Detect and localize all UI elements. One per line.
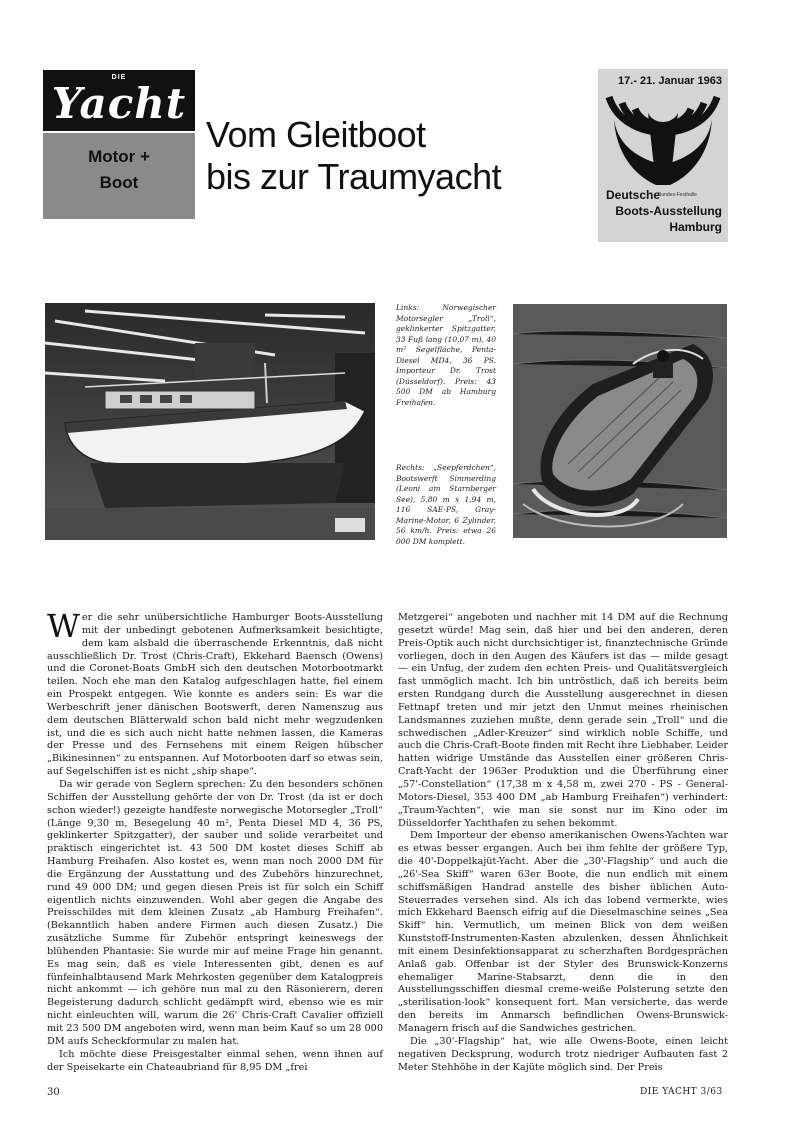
caption-left: Links: Norwegischer Motorsegler „Troll“, geklinkerter Spitzgatter, 33 Fuß lang (10,07 m), 40 m² Segelfläche, Penta-Diesel MD4, 36 PS. Importeur Dr. Trost (Düsseldorf). Preis: 43 500 DM ab Hamburg Freihafen. xyxy=(396,303,496,407)
article-paragraph: Die „30'-Flagship“ hat, wie alle Owens-Boote, einen leicht negativen Decksprung, wodurch trotz niedriger Aufbauten fast 2 Meter Stehhöhe in der Kajüte möglich sind. Der Preis xyxy=(398,1035,728,1073)
caption-right: Rechts: „Seepferdchen“, Bootswerft Simmerding (Leoni am Starnberger See), 5,80 m x 1,94 m, 116 SAE-PS, Gray-Marine-Motor, 6 Zylinder, 56 km/h. Preis: etwa 26 000 DM komplett. xyxy=(396,463,496,546)
article-title-line1: Vom Gleitboot xyxy=(206,114,426,155)
boat-show-logo-icon xyxy=(604,89,722,187)
section-label-line2: Boot xyxy=(99,173,139,192)
poster-line1: Deutsche xyxy=(606,188,661,202)
magazine-logo xyxy=(43,70,195,131)
article-paragraph: Dem Importeur der ebenso amerikanischen Owens-Yachten war es etwas besser ergangen. Auch bei ihm fehlte der größere Typ, die 40'-Doppelkajüt-Yacht. Aber die „30'-Flagship“ und auch die „26'-Sea Skiff“ waren 63er Boote, die nun endlich mit einem schiffsmäßigen Handrad anstelle des bisher üblichen Auto-Steuerrades versehen sind. Als ich das lobend vermerkte, wies mich Ekkehard Baensch eifrig auf die Dieselmaschine seines „Sea Skiff“ hin. Vermutlich, um meinen Blick von dem weißen Kunststoff-Instrumenten-Kasten abzulenken, dessen Ähnlichkeit mit einem Desinfektionsapparat zu scherzhaften Bordgesprächen Anlaß gab. Offenbar ist der Styler des Brunswick-Konzerns ehemaliger Marine-Stabsarzt, denn die in den Ausstellungsschiffen diesmal creme-weiße Polsterung setzte den „sterilisation-look“ konsequent fort. Man versicherte, das werde den bereits im Anmarsch befindlichen Owens-Brunswick-Managern frisch auf die Sandwiches gestrichen. xyxy=(398,830,728,1034)
article-paragraph: Da wir gerade von Seglern sprechen: Zu den besonders schönen Schiffen der Ausstellung gehörte der von Dr. Trost (da ist er doch schon wieder!) gezeigte handfeste norwegische Motorsegler „Troll“ (Länge 9,30 m, Besegelung 40 m², Penta Diesel MD 4, 36 PS, geklinkerter Spitzgatter), der sauber und solide verarbeitet und praktisch eingerichtet ist. 43 500 DM kostet dieses Schiff ab Hamburg Freihafen. Also kostet es, wenn man noch 2000 DM für die Ergänzung der Ausstattung und des Zubehörs hinzurechnet, rund 49 000 DM; und gegen diesen Preis ist für solch ein Schiff eigentlich nichts einzuwenden. Wohl aber gegen die Angabe des Preisschildes mit dem kleinen Zusatz „ab Hamburg Freihafen“. (Bekanntlich haben andere Firmen auch diesen Zusatz.) Die zusätzliche Summe für Zubehör entspringt keineswegs der blühenden Phantasie: Sie wurde mir auf meine Frage hin genannt. Es mag sein, daß es viele Interessenten gibt, denen es auf fünfeinhalbtausend Mark Mehrkosten gegenüber dem Katalogpreis nicht ankommt — ich gehöre nun mal zu den Räsonierern, deren Begeisterung dadurch schlicht gedämpft wird, ebenso wie es mir nicht einleuchten will, warum die 26' Chris-Craft Cavalier offiziell mit 23 500 DM angeboten wird, wenn man beim Kauf so um 28 000 DM aufs Scheckformular zu malen hat. xyxy=(47,778,383,1047)
sailboat-photo xyxy=(45,303,375,540)
article-column-left xyxy=(47,607,383,1074)
poster-line3: Hamburg xyxy=(669,220,722,234)
drop-cap: W xyxy=(47,607,80,645)
page-number: 30 xyxy=(47,1087,60,1098)
logo-die-text: DIE xyxy=(111,74,127,81)
motorboat-photo xyxy=(513,304,727,538)
section-label xyxy=(43,133,195,219)
article-paragraph: Ich möchte diese Preisgestalter einmal sehen, wenn ihnen auf der Speisekarte ein Chateaubriand für 8,95 DM „frei xyxy=(47,1048,383,1073)
article-column-right xyxy=(398,612,728,1074)
boat-show-poster xyxy=(598,69,728,242)
poster-venue: Bundes-Festhalle xyxy=(658,192,697,198)
poster-line2: Boots-Ausstellung xyxy=(615,204,722,218)
article-paragraph: Wer die sehr unübersichtliche Hamburger Boots-Ausstellung mit der unbedingt gebotenen Aufmerksamkeit besichtigte, dem kam alsbald die überraschende Erkenntnis, daß nicht ausschließlich Dr. Trost (Chris-Craft), Ekkehard Baensch (Owens) und die Coronet-Boats GmbH sich den deutschen Motorbootmarkt teilen. Noch ehe man den Katalog aufgeschlagen hatte, fiel einem ein Prospekt entgegen. Wie konnte es anders sein: Es war die Werbeschrift jener dänischen Bootswerft, deren Namenszug aus dem deutschen Blätterwald schon bald nicht mehr wegzudenken ist, und die es sich auch nicht hatte nehmen lassen, die Kameras der Presse und des Fernsehens mit einem Reigen hübscher „Bikinesinnen“ zu entspannen. Auf Motorbooten darf so etwas sein, auf Segelschiffen ist es nicht „ship shape“. xyxy=(47,607,383,778)
article-paragraph: Metzgerei“ angeboten und nachher mit 14 DM auf die Rechnung gesetzt würde! Mag sein, daß hier und bei den anderen, deren Preis-Optik auch nicht durchsichtiger ist, finanztechnische Gründe vorliegen, doch in den Augen des Käufers ist das — milde gesagt — ein Unfug, der zudem den echten Preis- und Qualitätsvergleich fast unmöglich macht. Ich bin untröstlich, daß ich bereits beim ersten Rundgang durch die Ausstellung ausgerechnet in diesen Fettnapf treten und mir jetzt den Unmut meines rheinischen Landsmannes zuziehen mußte, denn gerade sein „Troll“ und die schwedischen „Adler-Kreuzer“ sind wirklich noble Schiffe, und auch die Chris-Craft-Boote finden mit Recht ihre Liebhaber. Leider hatten widrige Umstände das Ausstellen einer größeren Chris-Craft-Yacht der 1963er Produktion und die Überführung einer „57'-Constellation“ (17,38 m x 4,58 m, zwei 270 - PS - General-Motors-Diesel, 353 400 DM „ab Hamburg Freihafen“) verhindert: „Traum-Yachten“, wie man sie sonst nur im Kino oder im Düsseldorfer Yachthafen zu sehen bekommt. xyxy=(398,612,728,829)
issue-footer: DIE YACHT 3/63 xyxy=(640,1087,723,1097)
logo-name: Yacht xyxy=(51,79,187,128)
poster-date: 17.- 21. Januar 1963 xyxy=(618,75,722,87)
section-label-line1: Motor + xyxy=(88,147,150,166)
article-title-line2: bis zur Traumyacht xyxy=(206,156,502,197)
